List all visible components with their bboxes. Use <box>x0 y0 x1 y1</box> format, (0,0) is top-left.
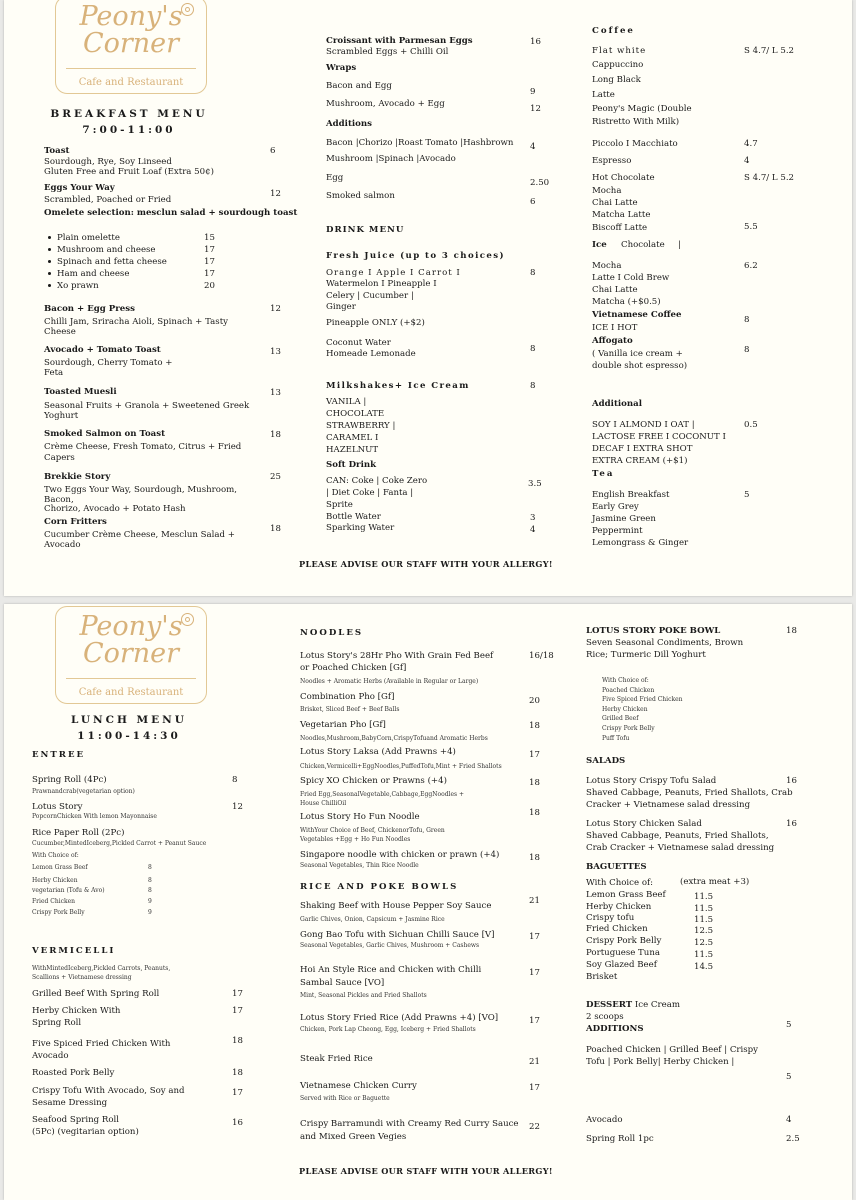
list-item: Latte <box>592 90 615 100</box>
menu-item-name: Crispy Barramundi with Creamy Red Curry Sauce <box>300 1119 519 1129</box>
price: 14.5 <box>694 962 714 972</box>
price: 11.5 <box>694 904 714 914</box>
menu-item-desc: Tofu | Pork Belly| Herby Chicken | <box>586 1057 735 1067</box>
price: 4 <box>744 156 750 166</box>
section-title: ENTREE <box>32 750 86 760</box>
lunch-heading: LUNCH MENU <box>71 714 187 726</box>
price: 8 <box>148 887 152 894</box>
section-title: Additional <box>592 399 642 409</box>
list-item: Puff Tofu <box>602 735 630 742</box>
menu-item-name: Smoked salmon <box>326 191 395 201</box>
list-item: Latte I Cold Brew <box>592 273 670 283</box>
price: 13 <box>270 388 281 398</box>
menu-item-desc: Poached Chicken | Grilled Beef | Crispy <box>586 1045 759 1055</box>
menu-item-desc: Sourdough, Cherry Tomato + <box>44 358 173 368</box>
list-item: Flat white <box>592 46 647 56</box>
menu-item-name: Avocado <box>586 1115 623 1125</box>
list-item: Mushroom and cheese 17 <box>48 245 233 257</box>
list-item: Five Spiced Fried Chicken <box>602 696 683 703</box>
section-title: Omelete selection: mesclun salad + sourdough toast <box>44 208 298 218</box>
price: 11.5 <box>694 950 714 960</box>
menu-item-name: Grilled Beef With Spring Roll <box>32 989 160 999</box>
price: 12.5 <box>694 938 714 948</box>
menu-item-desc: Rice; Turmeric Dill Yoghurt <box>586 650 706 660</box>
menu-item-name: Five Spiced Fried Chicken With <box>32 1039 171 1049</box>
price: 17 <box>529 1016 540 1026</box>
price: 5.5 <box>744 222 758 232</box>
menu-item-name: Lotus Story Ho Fun Noodle <box>300 812 420 822</box>
list-item: Portuguese Tuna <box>586 948 660 958</box>
allergy-notice: PLEASE ADVISE OUR STAFF WITH YOUR ALLERGY! <box>299 1166 553 1176</box>
menu-item-name: Toast <box>44 146 70 156</box>
price: 8 <box>744 315 750 325</box>
price: 22 <box>529 1122 540 1132</box>
list-item: CARAMEL I <box>326 433 379 443</box>
list-item: Biscoff Latte <box>592 223 648 233</box>
menu-item-desc: WithMintedIceberg,Pickled Carrots, Peanuts, <box>32 965 171 972</box>
price: 17 <box>232 989 243 999</box>
list-item: VANILA | <box>326 397 367 407</box>
list-item: Crispy Pork Belly <box>586 936 662 946</box>
menu-item-name: (5Pc) (vegitarian option) <box>32 1127 139 1137</box>
menu-item-name: CAN: Coke | Coke Zero <box>326 476 428 486</box>
list-item: STRAWBERRY | <box>326 421 396 431</box>
logo-title: Peony's Corner <box>79 1 183 59</box>
list-item: Ristretto With Milk) <box>592 117 680 127</box>
list-item: Peony's Magic (Double <box>592 104 692 114</box>
menu-item-desc: (extra meat +3) <box>680 877 750 887</box>
menu-item-name: | Diet Coke | Fanta | <box>326 488 414 498</box>
choice-label: With Choice of: <box>586 878 654 888</box>
menu-item-desc: Fried Egg,SeasonalVegetable,Cabbage,EggNoodles + <box>300 791 465 798</box>
menu-item-name: Lotus Story Laksa (Add Prawns +4) <box>300 747 456 757</box>
menu-item-name: Lotus Story <box>32 802 83 812</box>
menu-item-name: Lotus Story's 28Hr Pho With Grain Fed Beef <box>300 651 494 661</box>
menu-item-name: Combination Pho [Gf] <box>300 692 395 702</box>
menu-item-name: Hoi An Style Rice and Chicken with Chilli <box>300 965 482 975</box>
menu-item-desc: Celery | Cucumber | <box>326 291 414 301</box>
menu-item-name: Sparking Water <box>326 523 395 533</box>
list-item: HAZELNUT <box>326 445 379 455</box>
divider: | <box>678 240 681 250</box>
menu-item-name: Eggs Your Way <box>44 183 115 193</box>
price: 4 <box>530 525 536 535</box>
menu-item-name: Vietnamese Chicken Curry <box>300 1081 417 1091</box>
list-item: Grilled Beef <box>602 715 639 722</box>
menu-item-name: Homeade Lemonade <box>326 349 416 359</box>
price: 2.5 <box>786 1134 800 1144</box>
price: S 4.7/ L 5.2 <box>744 46 795 56</box>
menu-item-name: Spring Roll <box>32 1018 82 1028</box>
menu-item-desc: Yoghurt <box>44 411 79 421</box>
section-title: RICE AND POKE BOWLS <box>300 882 459 892</box>
list-item: Spinach and fetta cheese 17 <box>48 257 233 269</box>
price: 8 <box>232 775 238 785</box>
menu-item-name: Coconut Water <box>326 338 391 348</box>
menu-item-name: Spring Roll 1pc <box>586 1134 654 1144</box>
list-item: Lemongrass & Ginger <box>592 538 689 548</box>
price: 17 <box>529 932 540 942</box>
price: S 4.7/ L 5.2 <box>744 173 795 183</box>
price: 16 <box>786 819 797 829</box>
price: 12 <box>270 189 281 199</box>
section-title: Tea <box>592 469 615 479</box>
section-title: LOTUS STORY POKE BOWL <box>586 626 721 636</box>
logo-subtitle: Cafe and Restaurant <box>78 687 184 698</box>
list-item: Espresso <box>592 156 632 166</box>
list-item: Fried Chicken <box>32 898 76 905</box>
menu-item-desc: Chicken,Vermicelli+EggNoodles,PuffedTofu,Mint + Fried Shallots <box>300 763 502 770</box>
menu-item-name: Bacon |Chorizo |Roast Tomato |Hashbrown <box>326 138 514 148</box>
list-item: Crispy Pork Belly <box>602 725 655 732</box>
price: 4 <box>786 1115 792 1125</box>
menu-item-desc: Orange I Apple I Carrot I <box>326 268 461 278</box>
section-title: Soft Drink <box>326 460 377 470</box>
menu-item-name: Bacon and Egg <box>326 81 392 91</box>
menu-item-name: Singapore noodle with chicken or prawn (+4) <box>300 850 500 860</box>
price: 21 <box>529 1057 540 1067</box>
logo <box>55 606 207 704</box>
breakfast-heading: BREAKFAST MENU <box>50 108 208 120</box>
section-title: Additions <box>326 119 373 129</box>
section-title: VERMICELLI <box>32 946 116 956</box>
list-item: Chai Latte <box>592 198 638 208</box>
list-item: Chai Latte <box>592 285 638 295</box>
price: 18 <box>786 626 797 636</box>
price: 5 <box>786 1072 792 1082</box>
price: 11.5 <box>694 915 714 925</box>
menu-item-desc: Cheese <box>44 327 76 337</box>
menu-item-desc: Avocado <box>44 540 81 550</box>
price: 18 <box>529 853 540 863</box>
menu-item-name: Smoked Salmon on Toast <box>44 429 166 439</box>
price: 4 <box>530 142 536 152</box>
allergy-notice: PLEASE ADVISE OUR STAFF WITH YOUR ALLERGY! <box>299 559 553 569</box>
menu-item-desc: Chorizo, Avocado + Potato Hash <box>44 504 186 514</box>
section-title: NOODLES <box>300 628 364 638</box>
price: 9 <box>530 87 536 97</box>
menu-item-name: Vegetarian Pho [Gf] <box>300 720 386 730</box>
price: 11.5 <box>694 892 714 902</box>
list-item: Ham and cheese 17 <box>48 269 233 281</box>
menu-item-name: Seafood Spring Roll <box>32 1115 120 1125</box>
breakfast-page <box>4 0 852 596</box>
list-item: Lemon Grass Beef <box>32 864 88 871</box>
menu-item-name: Bacon + Egg Press <box>44 304 135 314</box>
menu-item-desc: Ginger <box>326 302 356 312</box>
section-title: Milkshakes+ Ice Cream <box>326 381 470 391</box>
price: 6.2 <box>744 261 758 271</box>
menu-item-desc: Cracker + Vietnamese salad dressing <box>586 800 751 810</box>
price: 17 <box>529 968 540 978</box>
menu-item-desc: Noodles + Aromatic Herbs (Available in Regular or Large) <box>300 678 479 685</box>
omelete-list <box>48 233 233 293</box>
price: 3.5 <box>528 479 542 489</box>
drink-menu-heading: DRINK MENU <box>326 225 405 235</box>
price: 16 <box>530 37 541 47</box>
menu-item-name: or Poached Chicken [Gf] <box>300 663 407 673</box>
price: 12.5 <box>694 926 714 936</box>
menu-item-name: and Mixed Green Vegies <box>300 1132 407 1142</box>
section-title: Affogato <box>592 336 633 346</box>
price: 8 <box>530 268 536 278</box>
menu-item-desc: PopcornChicken With lemon Mayonnaise <box>32 813 157 820</box>
price: 18 <box>270 524 281 534</box>
price: 16 <box>786 776 797 786</box>
menu-item-name: Sambal Sauce [VO] <box>300 978 385 988</box>
menu-item-desc: House ChilliOil <box>300 800 347 807</box>
menu-item-name: Gong Bao Tofu with Sichuan Chilli Sauce [V] <box>300 930 495 940</box>
price: 13 <box>270 347 281 357</box>
logo-subtitle: Cafe and Restaurant <box>78 77 184 88</box>
list-item: Brisket <box>586 972 618 982</box>
price: 2.50 <box>530 178 550 188</box>
menu-item-name: Shaking Beef with House Pepper Soy Sauce <box>300 901 492 911</box>
section-title: Fresh Juice (up to 3 choices) <box>326 251 505 261</box>
list-item: Plain omelette 15 <box>48 233 233 245</box>
menu-item-desc: Shaved Cabbage, Peanuts, Fried Shallots, <box>586 831 769 841</box>
list-item: SOY I ALMOND I OAT | <box>592 420 695 430</box>
list-item: Poached Chicken <box>602 687 655 694</box>
menu-item-desc: Two Eggs Your Way, Sourdough, Mushroom, <box>44 485 237 495</box>
menu-item-name: Spring Roll (4Pc) <box>32 775 107 785</box>
price: 18 <box>270 430 281 440</box>
list-item: double shot espresso) <box>592 361 688 371</box>
list-item: Mocha <box>592 186 622 196</box>
list-item: Long Black <box>592 75 641 85</box>
lunch-page <box>4 604 852 1200</box>
section-title: Coffee <box>592 26 635 36</box>
list-item: Crispy Pork Belly <box>32 909 85 916</box>
price: 8 <box>530 344 536 354</box>
list-item: Matcha Latte <box>592 210 651 220</box>
menu-item-desc: Shaved Cabbage, Peanuts, Fried Shallots, Crab <box>586 788 793 798</box>
menu-item-name: Corn Fritters <box>44 517 107 527</box>
menu-item-name: Roasted Pork Belly <box>32 1068 115 1078</box>
list-item: Mocha <box>592 261 622 271</box>
menu-item-desc: Crème Cheese, Fresh Tomato, Citrus + Fried <box>44 442 242 452</box>
menu-item-desc: WithYour Choice of Beef, ChickenorTofu, Green <box>300 827 445 834</box>
price: 9 <box>148 909 152 916</box>
list-item: Herby Chicken <box>602 706 648 713</box>
menu-item-desc: Bacon, <box>44 495 74 505</box>
menu-item-name: Mushroom, Avocado + Egg <box>326 99 445 109</box>
price: 20 <box>529 696 540 706</box>
menu-item-desc: Scrambled Eggs + Chilli Oil <box>326 47 449 57</box>
menu-item-name: Croissant with Parmesan Eggs <box>326 36 473 46</box>
menu-item-name: Lotus Story Chicken Salad <box>586 819 702 829</box>
menu-item-name: Avocado <box>32 1051 69 1061</box>
price: 3 <box>530 513 536 523</box>
section-title: ADDITIONS <box>586 1024 644 1034</box>
menu-item-desc: Gluten Free and Fruit Loaf (Extra 50¢) <box>44 167 214 177</box>
menu-item-desc: Sourdough, Rye, Soy Linseed <box>44 157 172 167</box>
choice-label: With Choice of: <box>32 852 79 859</box>
list-item: Early Grey <box>592 502 639 512</box>
list-item: vegetarian (Tofu & Avo) <box>32 887 105 894</box>
menu-item-desc: Watermelon I Pineapple I <box>326 279 437 289</box>
menu-item-name: Rice Paper Roll (2Pc) <box>32 828 125 838</box>
menu-item-name: Brekkie Story <box>44 472 111 482</box>
price: 0.5 <box>744 420 758 430</box>
menu-item-desc: Seven Seasonal Condiments, Brown <box>586 638 744 648</box>
price: 18 <box>529 778 540 788</box>
menu-item-desc: Crab Cracker + Vietnamese salad dressing <box>586 843 775 853</box>
menu-item-name: Lotus Story Crispy Tofu Salad <box>586 776 717 786</box>
list-item: DECAF I EXTRA SHOT <box>592 444 693 454</box>
menu-item-desc: Chilli Jam, Sriracha Aioli, Spinach + Tasty <box>44 317 228 327</box>
list-item: Lemon Grass Beef <box>586 890 666 900</box>
list-item: CHOCOLATE <box>326 409 385 419</box>
menu-item-desc: Cucumber Crème Cheese, Mesclun Salad + <box>44 530 235 540</box>
section-title: Vietnamese Coffee <box>592 310 682 320</box>
menu-item-desc: Scrambled, Poached or Fried <box>44 195 172 205</box>
menu-item-name: Steak Fried Rice <box>300 1054 373 1064</box>
menu-item-desc: Prawnandcrab(vegetarian option) <box>32 788 135 795</box>
list-item: Xo prawn 20 <box>48 281 233 293</box>
price: 8 <box>148 877 152 884</box>
menu-item-name: Mushroom |Spinach |Avocado <box>326 154 456 164</box>
price: 17 <box>232 1006 243 1016</box>
menu-item-name: Avocado + Tomato Toast <box>44 345 161 355</box>
list-item: Soy Glazed Beef <box>586 960 657 970</box>
list-item: Herby Chicken <box>586 902 652 912</box>
menu-item-desc: Cucumber,MintedIceberg,Pickled Carrot + Peanut Sauce <box>32 840 207 847</box>
breakfast-hours: 7:00-11:00 <box>82 124 176 136</box>
list-item: EXTRA CREAM (+$1) <box>592 456 688 466</box>
menu-item-name: Pineapple ONLY (+$2) <box>326 318 425 328</box>
price: 12 <box>530 104 541 114</box>
price: 4.7 <box>744 139 758 149</box>
menu-item-desc: Mint, Seasonal Pickles and Fried Shallots <box>300 992 427 999</box>
menu-item-name: Crispy Tofu With Avocado, Soy and <box>32 1086 185 1096</box>
list-item: English Breakfast <box>592 490 670 500</box>
list-item: Peppermint <box>592 526 643 536</box>
section-title: Ice <box>592 240 607 250</box>
menu-item-desc: Scallions + Vietnamese dressing <box>32 974 132 981</box>
list-item: Chocolate <box>621 240 665 250</box>
price: 21 <box>529 896 540 906</box>
price: 18 <box>529 721 540 731</box>
menu-item-desc: Seasonal Vegetables, Thin Rice Noodle <box>300 862 419 869</box>
list-item: Jasmine Green <box>592 514 656 524</box>
list-item: ICE I HOT <box>592 323 638 333</box>
list-item: Matcha (+$0.5) <box>592 297 661 307</box>
menu-item-desc: Served with Rice or Baguette <box>300 1095 390 1102</box>
price: 12 <box>270 304 281 314</box>
menu-item-desc: Capers <box>44 453 75 463</box>
menu-item-desc: Vegetables +Egg + Ho Fun Noodles <box>300 836 411 843</box>
menu-item-name: Sesame Dressing <box>32 1098 108 1108</box>
menu-item-desc: Noodles,Mushroom,BabyCorn,CrispyTofuand Aromatic Herbs <box>300 735 488 742</box>
menu-item-name: Bottle Water <box>326 512 381 522</box>
menu-item-desc: 2 scoops <box>586 1012 624 1022</box>
menu-item-desc: Seasonal Fruits + Granola + Sweetened Greek <box>44 401 250 411</box>
price: 18 <box>232 1068 243 1078</box>
menu-item-name: Egg <box>326 173 344 183</box>
list-item: LACTOSE FREE I COCONUT I <box>592 432 726 442</box>
list-item: Crispy tofu <box>586 913 635 923</box>
price: 8 <box>530 381 536 391</box>
price: 17 <box>529 750 540 760</box>
choice-label: With Choice of: <box>602 677 649 684</box>
list-item: Piccolo I Macchiato <box>592 139 678 149</box>
list-item: ( Vanilla ice cream + <box>592 349 683 359</box>
price: 6 <box>270 146 276 156</box>
price: 16/18 <box>529 651 554 661</box>
price: 9 <box>148 898 152 905</box>
section-title: SALADS <box>586 756 626 766</box>
menu-item-desc: Seasonal Vegetables, Garlic Chives, Mushroom + Cashews <box>300 942 480 949</box>
logo <box>55 0 207 94</box>
section-title: Wraps <box>326 63 357 73</box>
menu-item-desc: Feta <box>44 368 64 378</box>
menu-item-desc: Garlic Chives, Onion, Capsicum + Jasmine Rice <box>300 916 445 923</box>
price: 5 <box>786 1020 792 1030</box>
list-item: Fried Chicken <box>586 924 648 934</box>
menu-item-name: Lotus Story Fried Rice (Add Prawns +4) [VO] <box>300 1013 499 1023</box>
price: 5 <box>744 490 750 500</box>
lunch-hours: 11:00-14:30 <box>77 730 181 742</box>
section-title: BAGUETTES <box>586 862 647 872</box>
price: 16 <box>232 1118 243 1128</box>
list-item: Hot Chocolate <box>592 173 655 183</box>
menu-item-name: Herby Chicken With <box>32 1006 121 1016</box>
price: 8 <box>148 864 152 871</box>
price: 6 <box>530 197 536 207</box>
price: 25 <box>270 472 281 482</box>
menu-item-desc: Chicken, Pork Lap Cheong, Egg, Iceberg + Fried Shallots <box>300 1026 476 1033</box>
menu-item-name: Sprite <box>326 500 353 510</box>
price: 18 <box>232 1036 243 1046</box>
price: 12 <box>232 802 243 812</box>
dessert-label: DESSERT Ice Cream <box>586 1000 680 1010</box>
menu-item-name: Spicy XO Chicken or Prawns (+4) <box>300 776 447 786</box>
price: 17 <box>232 1088 243 1098</box>
menu-item-desc: Brisket, Sliced Beef + Beef Balls <box>300 706 400 713</box>
list-item: Cappuccino <box>592 60 644 70</box>
price: 18 <box>529 808 540 818</box>
list-item: Herby Chicken <box>32 877 78 884</box>
price: 17 <box>529 1083 540 1093</box>
logo-title: Peony's Corner <box>79 611 183 669</box>
price: 8 <box>744 345 750 355</box>
menu-item-name: Toasted Muesli <box>44 387 117 397</box>
